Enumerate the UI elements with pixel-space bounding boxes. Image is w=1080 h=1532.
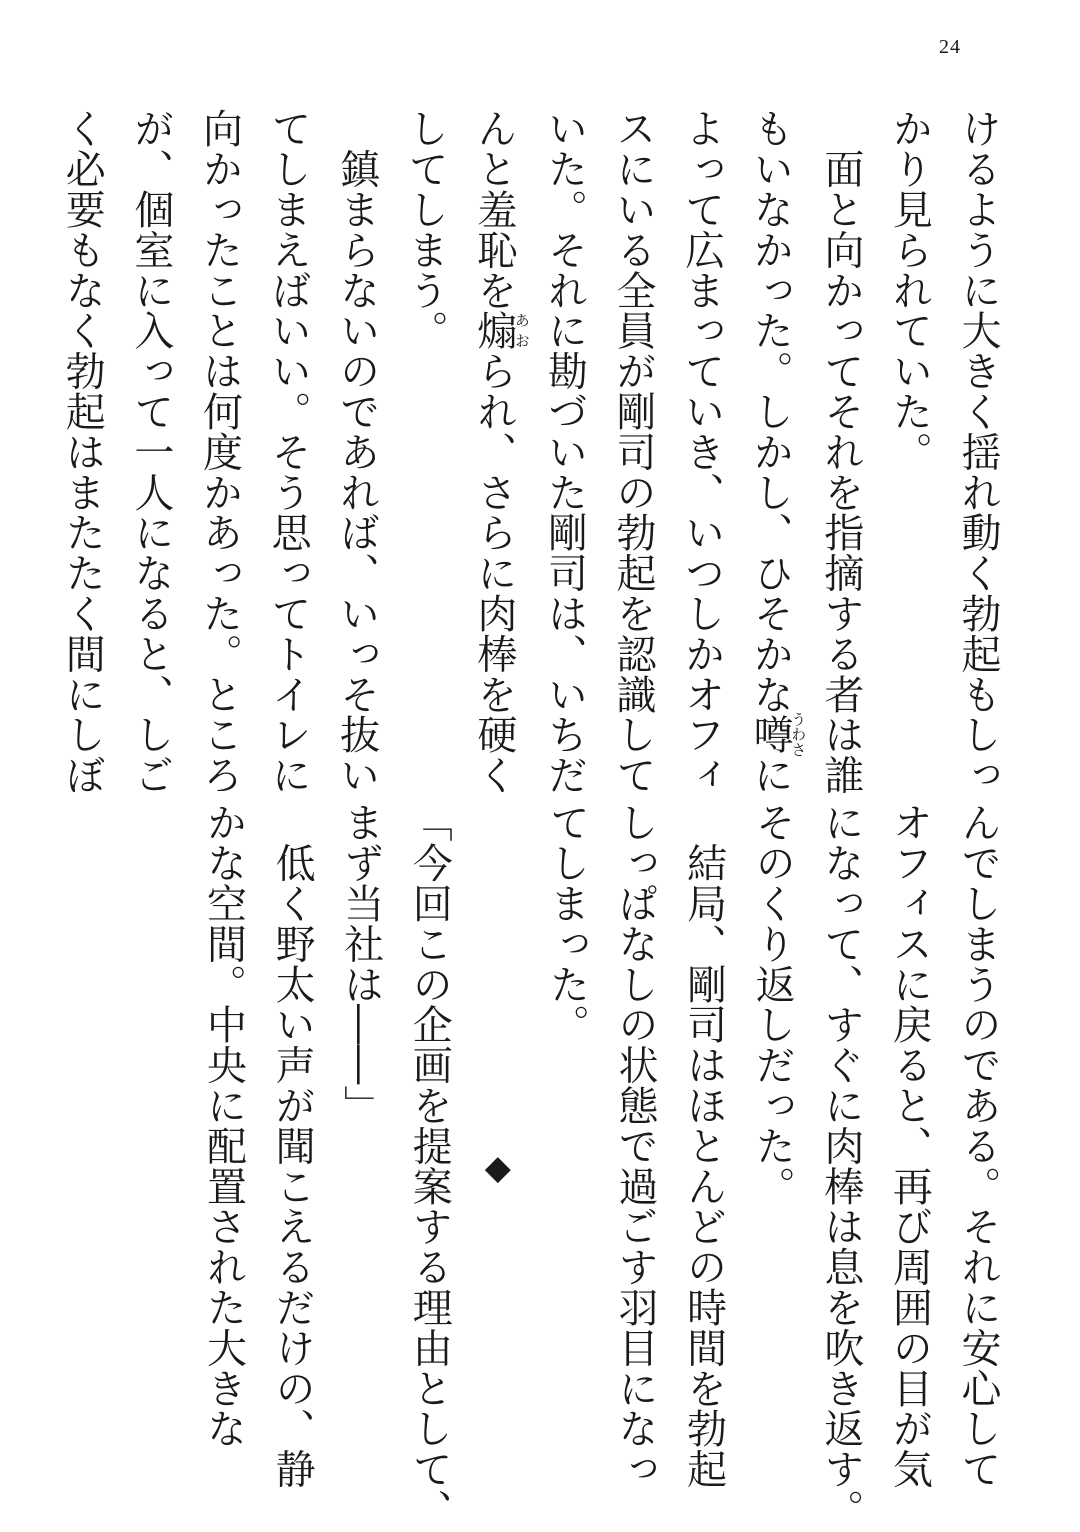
text-column: そのくり返しだった。 — [749, 802, 796, 1206]
body-text-bottom-tier — [68, 802, 1012, 1530]
text-column: になって、すぐに肉棒は息を吹き返す。 — [817, 802, 864, 1530]
scene-break — [463, 802, 532, 1442]
ruby-annotation: 噂うわさ — [747, 711, 808, 758]
text-column: んと羞恥を煽あおられ、さらに肉棒を硬く — [470, 108, 531, 795]
text-column: 面と向かってそれを指摘する者は誰 — [817, 108, 864, 795]
text-column: 低く野太い声が聞こえるだけの、静 — [269, 802, 316, 1489]
text-column: してしまう。 — [402, 108, 449, 351]
text-column: 結局、剛司はほとんどの時間を勃起 — [680, 802, 727, 1489]
text-column: いた。それに勘づいた剛司は、いちだ — [541, 108, 588, 795]
text-column: オフィスに戻ると、再び周囲の目が気 — [886, 802, 933, 1489]
text-column: スにいる全員が剛司の勃起を認識して — [610, 108, 657, 795]
diamond-icon: ◆ — [477, 1147, 518, 1189]
text-column: しっぱなしの状態で過ごす羽目になっ — [612, 802, 659, 1489]
text-column: かり見られていた。 — [886, 108, 933, 472]
text-column: かな空間。中央に配置された大きな — [200, 802, 247, 1449]
ruby-annotation: 煽あお — [470, 310, 531, 351]
text-column: 「今回この企画を提案する理由として、 — [406, 802, 453, 1530]
text-column: 鎮まらないのであれば、いっそ抜い — [333, 108, 380, 795]
text-column: まず当社は――」 — [337, 802, 384, 1126]
text-column: てしまえばいい。そう思ってトイレに — [265, 108, 312, 795]
text-column: てしまった。 — [543, 802, 590, 1045]
ruby-reading: あお — [512, 310, 531, 351]
ruby-reading: うわさ — [789, 711, 808, 758]
text-column: く必要もなく勃起はまたたく間にしぼ — [59, 108, 106, 795]
text-column: よって広まっていき、いつしかオフィ — [678, 108, 725, 795]
text-column: もいなかった。しかし、ひそかな噂うわさに — [747, 108, 808, 795]
text-column: 向かったことは何度かあった。ところ — [196, 108, 243, 795]
page-number: 24 — [939, 36, 961, 58]
text-column: が、個室に入って一人になると、しご — [127, 108, 174, 795]
text-column: んでしまうのである。それに安心して — [955, 802, 1001, 1489]
body-text-top-tier — [59, 108, 1012, 795]
text-column: けるように大きく揺れ動く勃起もしっ — [955, 108, 1001, 795]
